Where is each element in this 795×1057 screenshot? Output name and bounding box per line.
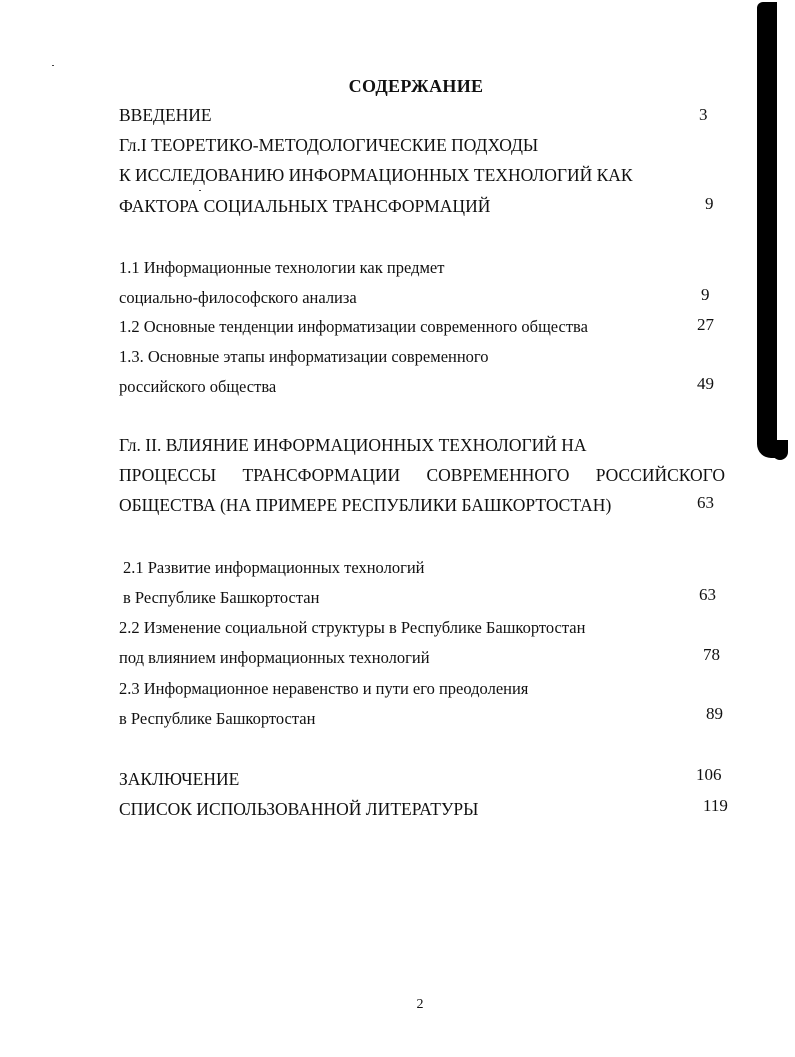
toc-section-2-1-line: в Республике Башкортостан bbox=[123, 588, 320, 607]
toc-section-2-2-line: 2.2 Изменение социальной структуры в Республике Башкортостан bbox=[119, 618, 586, 637]
toc-section-1-2-line: 1.2 Основные тенденции информатизации современного общества bbox=[119, 317, 588, 336]
toc-section-1-3-page: 49 bbox=[697, 374, 714, 393]
toc-chapter2-justified-line bbox=[119, 464, 725, 486]
toc-chapter2-word: РОССИЙСКОГО bbox=[595, 465, 725, 485]
toc-section-1-2-page: 27 bbox=[697, 315, 714, 334]
toc-conclusion-label: ЗАКЛЮЧЕНИЕ bbox=[119, 769, 240, 789]
scan-speck bbox=[199, 190, 201, 191]
toc-chapter1-line: ФАКТОРА СОЦИАЛЬНЫХ ТРАНСФОРМАЦИЙ bbox=[119, 196, 491, 216]
toc-chapter2-line: Гл. II. ВЛИЯНИЕ ИНФОРМАЦИОННЫХ ТЕХНОЛОГИЙ НА bbox=[119, 435, 587, 455]
toc-section-2-1-line: 2.1 Развитие информационных технологий bbox=[123, 558, 425, 577]
toc-chapter2-page: 63 bbox=[697, 493, 714, 512]
toc-section-2-3-line: 2.3 Информационное неравенство и пути его преодоления bbox=[119, 679, 529, 698]
toc-chapter1-page: 9 bbox=[705, 194, 714, 213]
toc-chapter2-word: СОВРЕМЕННОГО bbox=[426, 465, 570, 485]
toc-section-1-3-line: российского общества bbox=[119, 377, 277, 396]
toc-section-1-1-line: 1.1 Информационные технологии как предмет bbox=[119, 258, 445, 277]
toc-intro-page: 3 bbox=[699, 105, 708, 124]
toc-section-2-3-page: 89 bbox=[706, 704, 723, 723]
scan-edge-shadow bbox=[757, 2, 777, 458]
toc-chapter1-line: К ИССЛЕДОВАНИЮ ИНФОРМАЦИОННЫХ ТЕХНОЛОГИЙ КАК bbox=[119, 165, 633, 185]
toc-intro-label: ВВЕДЕНИЕ bbox=[119, 105, 212, 125]
toc-chapter2-line: ОБЩЕСТВА (НА ПРИМЕРЕ РЕСПУБЛИКИ БАШКОРТОСТАН) bbox=[119, 495, 612, 515]
toc-section-2-1-page: 63 bbox=[699, 585, 716, 604]
toc-chapter2-word: ТРАНСФОРМАЦИИ bbox=[242, 465, 401, 485]
page-number: 2 bbox=[416, 997, 424, 1012]
scan-speck bbox=[52, 65, 54, 66]
toc-section-1-1-line: социально-философского анализа bbox=[119, 288, 357, 307]
scan-edge-shadow-tip bbox=[772, 440, 788, 460]
toc-section-2-2-line: под влиянием информационных технологий bbox=[119, 648, 430, 667]
toc-references-page: 119 bbox=[703, 796, 728, 815]
toc-section-1-3-line: 1.3. Основные этапы информатизации современного bbox=[119, 347, 489, 366]
toc-title: СОДЕРЖАНИЕ bbox=[348, 76, 484, 96]
toc-chapter1-line: Гл.I ТЕОРЕТИКО-МЕТОДОЛОГИЧЕСКИЕ ПОДХОДЫ bbox=[119, 135, 539, 155]
toc-section-2-3-line: в Республике Башкортостан bbox=[119, 709, 316, 728]
toc-section-1-1-page: 9 bbox=[701, 285, 710, 304]
toc-section-2-2-page: 78 bbox=[703, 645, 720, 664]
toc-references-label: СПИСОК ИСПОЛЬЗОВАННОЙ ЛИТЕРАТУРЫ bbox=[119, 799, 479, 819]
toc-conclusion-page: 106 bbox=[696, 765, 722, 784]
toc-chapter2-word: ПРОЦЕССЫ bbox=[119, 465, 217, 485]
